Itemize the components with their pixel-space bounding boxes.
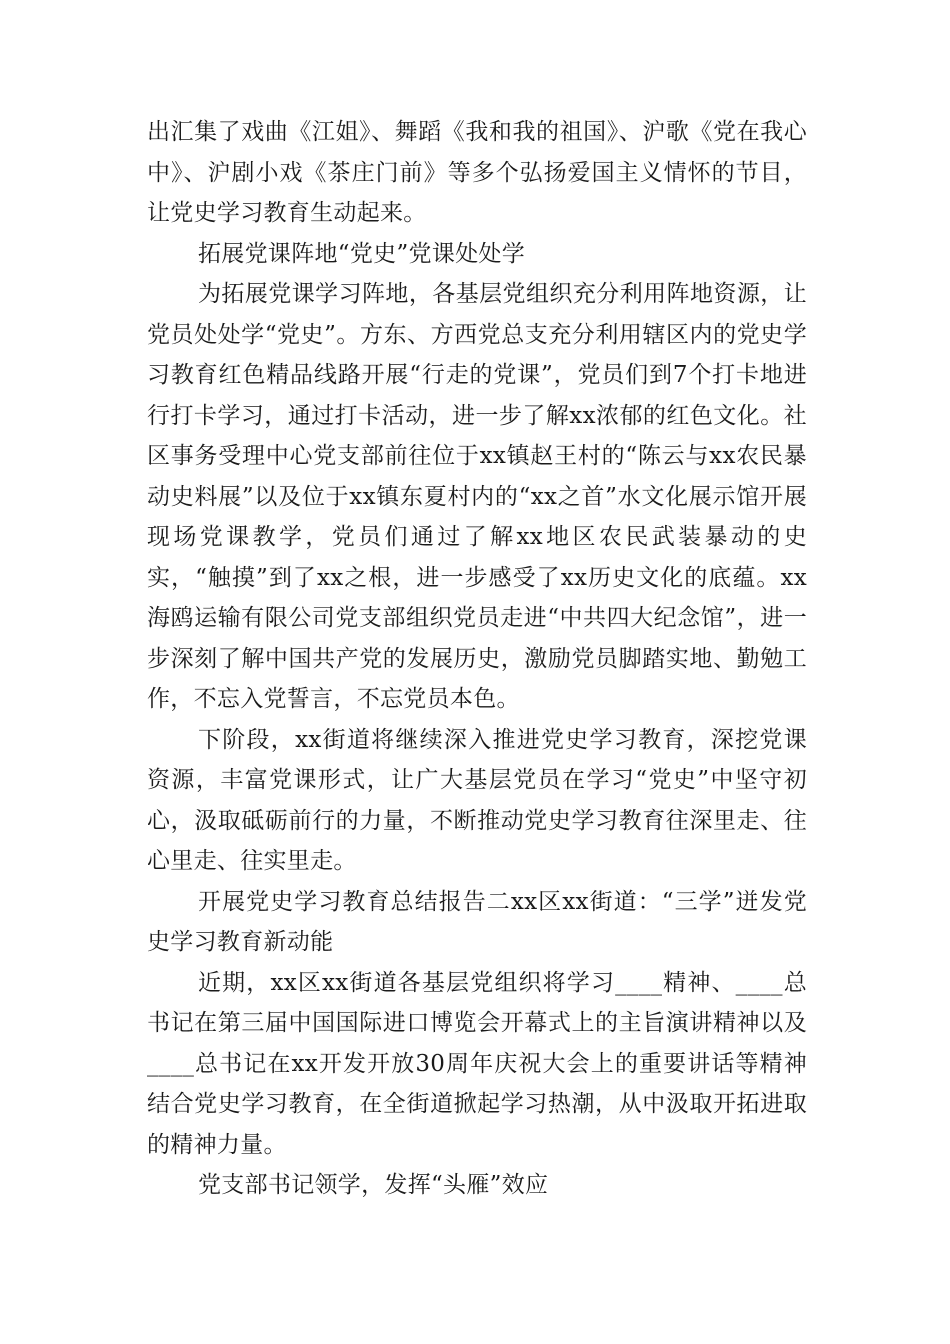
document-body bbox=[147, 112, 807, 1206]
section-heading: 党支部书记领学，发挥“头雁”效应 bbox=[198, 1172, 549, 1198]
paragraph: 为拓展党课学习阵地，各基层党组织充分利用阵地资源，让党员处处学“党史”。方东、方西党总支充分利用辖区内的党史学习教育红色精品线路开展“行走的党课”，党员们到7个打卡地进行打卡学习，通过打卡活动，进一步了解xx浓郁的红色文化。社区事务受理中心党支部前往位于xx镇赵王村的“陈云与xx农民暴动史料展”以及位于xx镇东夏村内的“xx之首”水文化展示馆开展现场党课教学，党员们通过了解xx地区农民武装暴动的史实，“触摸”到了xx之根，进一步感受了xx历史文化的底蕴。xx海鸥运输有限公司党支部组织党员走进“中共四大纪念馆”，进一步深刻了解中国共产党的发展历史，激励党员脚踏实地、勤勉工作，不忘入党誓言，不忘党员本色。 bbox=[147, 281, 807, 712]
section-heading: 拓展党课阵地“党史”党课处处学 bbox=[198, 240, 526, 267]
report-title: 开展党史学习教育总结报告二xx区xx街道：“三学”迸发党史学习教育新动能 bbox=[147, 888, 807, 955]
paragraph: 出汇集了戏曲《江姐》、舞蹈《我和我的祖国》、沪歌《党在我心中》、沪剧小戏《茶庄门前》等多个弘扬爱国主义情怀的节目，让党史学习教育生动起来。 bbox=[147, 119, 807, 226]
paragraph: 下阶段，xx街道将继续深入推进党史学习教育，深挖党课资源，丰富党课形式，让广大基层党员在学习“党史”中坚守初心，汲取砥砺前行的力量，不断推动党史学习教育往深里走、往心里走、往实里走。 bbox=[147, 726, 807, 874]
paragraph: 近期，xx区xx街道各基层党组织将学习____精神、____总书记在第三届中国国际进口博览会开幕式上的主旨演讲精神以及____总书记在xx开发开放30周年庆祝大会上的重要讲话等精神结合党史学习教育，在全街道掀起学习热潮，从中汲取开拓进取的精神力量。 bbox=[147, 969, 807, 1158]
